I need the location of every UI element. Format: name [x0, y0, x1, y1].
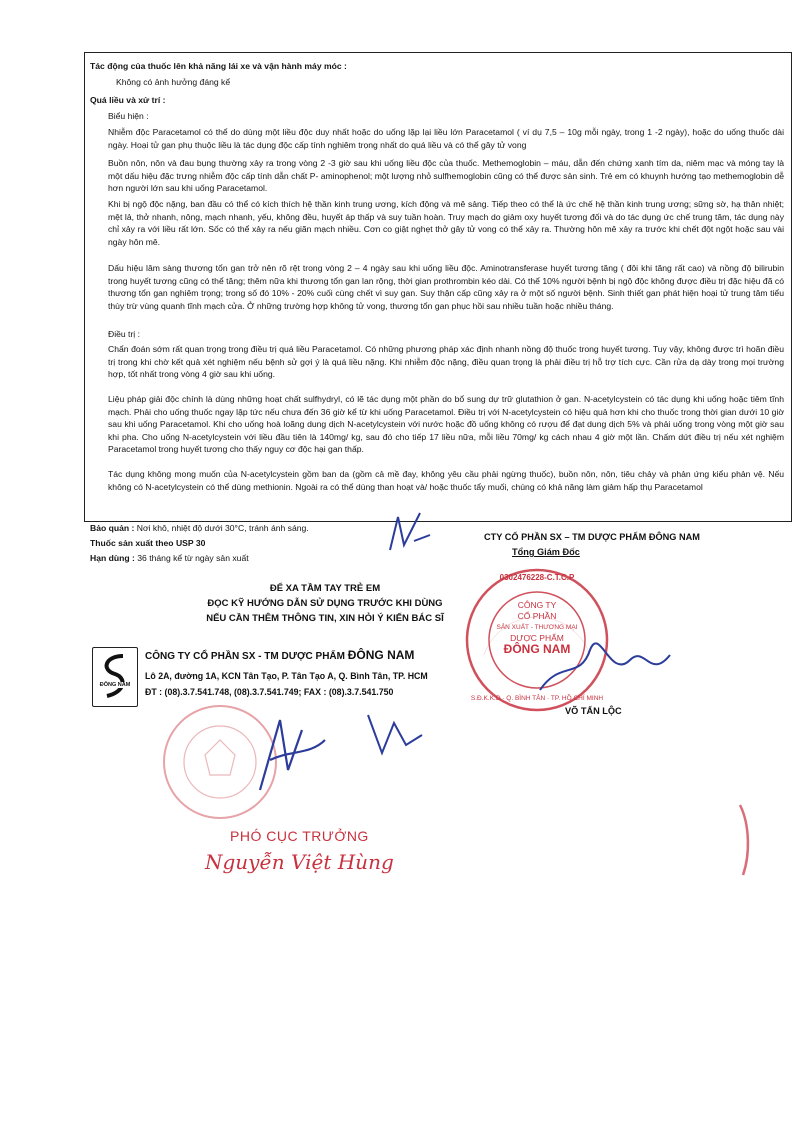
stamp-line-2: CỔ PHẦN: [517, 611, 557, 621]
expiry-label: Hạn dùng :: [90, 553, 135, 563]
authority-title: PHÓ CỤC TRƯỞNG: [230, 828, 369, 844]
signatory-title: Tổng Giám Đốc: [512, 547, 580, 557]
warning-ask-doctor: NẾU CẦN THÊM THÔNG TIN, XIN HỎI Ý KIẾN BÁC SĨ: [206, 613, 444, 624]
manufacturer-brand: ĐÔNG NAM: [347, 648, 415, 662]
stamp-line-5: ĐÔNG NAM: [503, 642, 571, 656]
company-logo-icon: [93, 648, 137, 706]
authority-signature-icon: [240, 710, 330, 800]
storage-line: [90, 522, 309, 535]
warning-read-instructions: ĐỌC KỸ HƯỚNG DẪN SỬ DỤNG TRƯỚC KHI DÙNG: [207, 598, 443, 609]
director-signature-icon: [530, 620, 680, 710]
authority-name: Nguyễn Việt Hùng: [205, 850, 394, 874]
symptoms-label: Biểu hiện :: [108, 111, 149, 121]
initial-signature-icon: [380, 505, 440, 565]
edge-mark-icon: [735, 800, 755, 880]
manufacturer-name: [145, 649, 414, 663]
manufacturer-phone: ĐT : (08).3.7.541.748, (08).3.7.541.749; FAX : (08).3.7.541.750: [145, 687, 394, 697]
driving-text: Không có ảnh hưởng đáng kể: [116, 77, 231, 87]
overdose-heading: Quá liều và xử trí :: [90, 95, 166, 105]
logo-text: ĐÔNG NAM: [93, 682, 137, 688]
stamp-line-3: SẢN XUẤT - THƯƠNG MẠI: [496, 624, 578, 631]
stamp-line-1: CÔNG TY: [517, 600, 557, 610]
standard-text: Thuốc sản xuất theo USP 30: [90, 538, 206, 548]
stamp-line-4: DƯỢC PHẨM: [510, 633, 564, 643]
manufacturer-address: Lô 2A, đường 1A, KCN Tân Tạo, P. Tân Tạo A, Q. Bình Tân, TP. HCM: [145, 671, 428, 681]
expiry-line: [90, 552, 249, 565]
storage-text: Nơi khô, nhiệt độ dưới 30°C, tránh ánh sáng.: [136, 523, 309, 533]
reviewer-signature-icon: [360, 705, 430, 760]
signatory-company: CTY CỔ PHẦN SX – TM DƯỢC PHẨM ĐÔNG NAM: [484, 532, 700, 542]
symptoms-paragraph-1: Nhiễm độc Paracetamol có thể do dùng một liều độc duy nhất hoặc do uống lặp lại liều lớn Paracetamol ( ví dụ 7,5 – 10g mỗi ngày, trong 1 -2 ngày), hoặc do uống thuốc dài ngày. Hoại tử gan phụ thuộc liều là tác dụng độc cấp tính nghiêm trọng nhất do quá liều và có thể gây tử vong: [108, 127, 784, 150]
warning-children: ĐỂ XA TẦM TAY TRẺ EM: [269, 583, 381, 594]
symptoms-paragraph-3: Khi bị ngộ độc nặng, ban đầu có thể có kích thích hệ thần kinh trung ương, kích động và mê sảng. Tiếp theo có thể là ức chế hệ thần kinh trung ương; sững sờ, hạ thân nhiệt; mệt lả, thở nhanh, nông, mạch nhanh, yếu, không đều, huyết áp thấp và suy tuần hoàn. Truy mạch do giảm oxy huyết tương đối và do tác dụng ức chế trung tâm, tác dụng này chỉ xảy ra với liều rất lớn. Sốc có thể xảy ra nếu giãn mạch nhiều. Cơn co giật nghẹt thở gây tử vong có thể xảy ra. Thường hôn mê xảy ra trước khi chết đột ngột hoặc sau vài ngày hôn mê.: [108, 199, 784, 247]
stamp-ring-text: S.Đ.K.K.D · Q. BÌNH TÂN · TP. HỒ CHÍ MINH: [470, 695, 604, 702]
symptoms-paragraph-4: Dấu hiệu lâm sàng thương tổn gan trở nên rõ rệt trong vòng 2 – 4 ngày sau khi uống liều độc. Aminotransferase huyết tương tăng ( đôi khi tăng rất cao) và nồng độ bilirubin trong huyết tương cũng có thể tăng; thêm nữa khi thương tổn gan lan rộng, thời gian prothrombin kéo dài. Có thể 10% người bệnh bị ngộ độc không được điều trị đặc hiệu đã có thương tổn gan nghiêm trọng; trong số đó 10% - 20% cuối cùng chết vì suy gan. Suy thận cấp cũng xảy ra ở một số người bệnh. Sinh thiết gan phát hiện hoại tử trung tâm tiểu thùy trừ vùng quanh tĩnh mạch cửa. Ở những trường hợp không tử vong, thương tổn gan phục hồi sau nhiều tuần hoặc nhiều tháng.: [108, 263, 784, 311]
treatment-paragraph-1: Chẩn đoán sớm rất quan trọng trong điều trị quá liều Paracetamol. Có những phương pháp xác định nhanh nồng độ thuốc trong huyết tương. Tuy vậy, không được trì hoãn điều trị trong khi chờ kết quả xét nghiệm nếu bệnh sử gợi ý là quá liều nặng. Khi nhiễm độc nặng, điều quan trọng là phải điều trị hỗ trợ tích cực. Cần rửa dạ dày trong mọi trường hợp, tốt nhất trong vòng 4 giờ sau khi uống.: [108, 344, 784, 379]
treatment-paragraph-2: Liệu pháp giải độc chính là dùng những hoạt chất sulfhydryl, có lẽ tác dụng một phần do bổ sung dự trữ glutathion ở gan. N-acetylcystein có tác dụng khi uống hoặc tiêm tĩnh mạch. Phải cho uống thuốc ngay lập tức nếu chưa đến 36 giờ kể từ khi uống Paracetamol. Điều trị với N-acetylcystein có hiệu quả hơn khi cho thuốc trong thời gian dưới 10 giờ sau khi uống Paracetamol. Khi cho uống hoà loãng dung dịch N-acetylcystein với nước hoặc đồ uống không có rượu để đạt dung dịch 5% và phải uống trong vòng một giờ sau khi pha. Cho uống N-acetylcystein với liều đầu tiên là 140mg/ kg, sau đó cho tiếp 17 liều nữa, mỗi liều 70mg/ kg cách nhau 4 giờ một lần. Chấm dứt điều trị nếu xét nghiệm Paracetamol trong huyết tương cho thấy nguy cơ độc hại gan thấp.: [108, 394, 784, 454]
treatment-label: Điều trị :: [108, 329, 140, 339]
treatment-paragraph-3: Tác dụng không mong muốn của N-acetylcystein gồm ban da (gồm cả mề đay, không yêu cầu phải ngừng thuốc), buồn nôn, nôn, tiêu chảy và phản ứng kiểu phản vệ. Nếu không có N-acetylcystein có thể dùng methionin. Ngoài ra có thể dùng than hoạt và/ hoặc thuốc tẩy muối, chúng có khả năng làm giảm hấp thụ Paracetamol: [108, 469, 784, 492]
company-logo: [92, 647, 138, 707]
storage-label: Bảo quản :: [90, 523, 135, 533]
symptoms-paragraph-2: Buồn nôn, nôn và đau bụng thường xảy ra trong vòng 2 -3 giờ sau khi uống liều độc của thuốc. Methemoglobin – máu, dẫn đến chứng xanh tím da, niêm mạc và móng tay là một dấu hiệu đặc trưng nhiễm độc cấp tính dẫn chất P- aminophenol; một lượng nhỏ sulfhemoglobin cũng có thể được sản sinh. Trẻ em có khuynh hướng tạo methemoglobin dễ hơn người lớn sau khi uống Paracetamol.: [108, 158, 784, 193]
expiry-text: 36 tháng kể từ ngày sản xuất: [137, 553, 249, 563]
manufacturer-name-prefix: CÔNG TY CỔ PHẦN SX - TM DƯỢC PHẨM: [145, 651, 345, 662]
signatory-name: VÕ TẤN LỘC: [565, 706, 622, 716]
driving-heading: Tác động của thuốc lên khả năng lái xe và vận hành máy móc :: [90, 61, 347, 71]
stamp-code: 0302476228-C.T.C.P: [499, 573, 575, 582]
